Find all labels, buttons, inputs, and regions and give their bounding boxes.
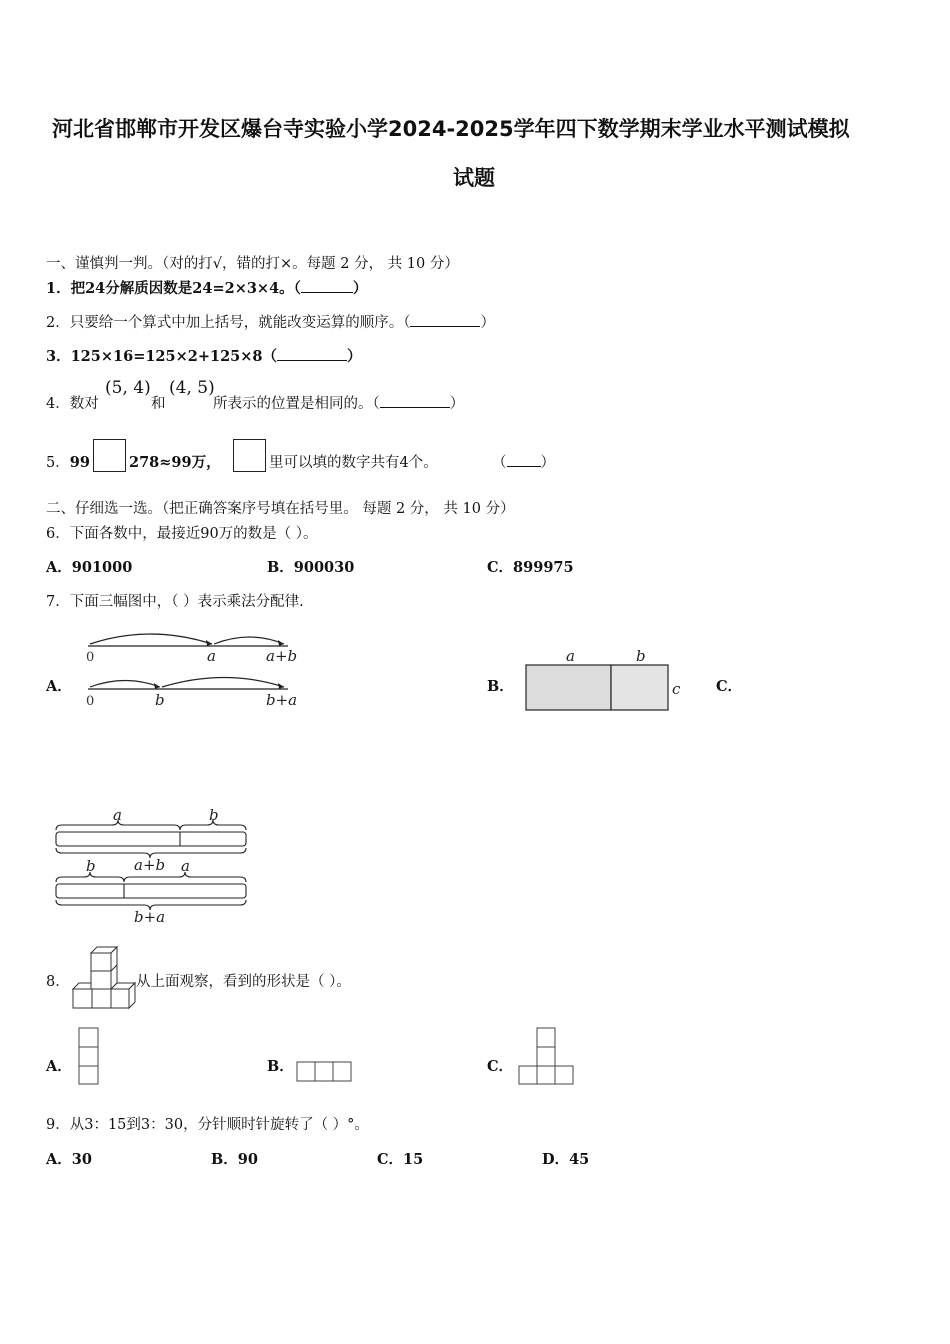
q7-option-c-label[interactable]: C．: [716, 678, 743, 695]
fig-c-b-1: b: [209, 808, 219, 824]
fig-b-a: a: [566, 647, 575, 665]
q6-option-a[interactable]: [46, 556, 132, 577]
fig-c-apb: a+b: [134, 856, 166, 874]
q4-answer-blank[interactable]: [380, 393, 450, 408]
q9-option-a-label: A．: [46, 1151, 72, 1168]
q6-option-b-label: B．: [267, 559, 294, 576]
q8-option-c-label[interactable]: C．: [487, 1058, 514, 1075]
q9-option-c-value: 15: [403, 1151, 424, 1168]
fig-a-zero-2: 0: [86, 694, 95, 709]
q5-answer: [492, 451, 555, 472]
question-2: [46, 311, 495, 332]
arc-0-to-b: [90, 681, 160, 688]
q7-option-b-label[interactable]: B．: [487, 678, 514, 695]
q9-option-a[interactable]: [46, 1148, 92, 1169]
section2-heading: 二、仔细选一选。（把正确答案序号填在括号里。 每题 2 分， 共 10 分）: [46, 501, 515, 517]
question-5: [46, 451, 90, 472]
q2-answer-blank[interactable]: [410, 312, 480, 327]
fig-c-b-2: b: [86, 857, 96, 875]
q5-rest: [269, 451, 438, 472]
rect-a: [526, 665, 611, 710]
question-1: [46, 277, 367, 298]
q2-close: ）: [480, 315, 495, 331]
q1-num: 1．: [46, 280, 71, 297]
q4-close: ）: [449, 396, 465, 412]
q1-close: ）: [352, 280, 368, 297]
section1-heading: 一、谨慎判一判。（对的打√，错的打×。每题 2 分， 共 10 分）: [46, 256, 459, 272]
strip-1: [56, 832, 246, 846]
page-title-line1: 河北省邯郸市开发区爆台寺实验小学2024-2025学年四下数学期末学业水平测试模拟: [52, 117, 850, 141]
q9-option-b-label: B．: [211, 1151, 238, 1168]
q5-num: 5．: [46, 455, 70, 471]
q9-option-a-value: 30: [71, 1151, 92, 1168]
q9-option-b-value: 90: [237, 1151, 258, 1168]
strip-2: [56, 884, 246, 898]
q5-answer-blank[interactable]: [507, 452, 541, 467]
q4-rest: [213, 392, 464, 413]
fig-c-a-1: a: [113, 808, 122, 824]
q2-num: 2．: [46, 315, 70, 331]
fig-a-a: a: [207, 647, 216, 665]
question-6: 6．下面各数中，最接近90万的数是（ ）。: [46, 526, 318, 542]
q4-pair1: (5, 4): [105, 378, 151, 398]
q7-option-a-label[interactable]: A．: [46, 678, 72, 695]
fig-c-a-2: a: [181, 857, 190, 875]
question-3: [46, 345, 362, 366]
q6-option-c[interactable]: [487, 556, 574, 577]
q6-option-a-label: A．: [46, 559, 72, 576]
fig-c-bpa: b+a: [134, 908, 166, 926]
q6-option-c-label: C．: [487, 559, 514, 576]
q4-post: 所表示的位置是相同的。（: [213, 396, 380, 412]
q3-answer-blank[interactable]: [277, 346, 347, 361]
fig-b-c: c: [672, 680, 681, 698]
fig-a-apb: a+b: [266, 647, 298, 665]
q6-option-b-value: 900030: [293, 559, 355, 576]
q5-box-1[interactable]: [93, 439, 126, 472]
q4-mid: 和: [151, 396, 166, 412]
q2-text: 只要给一个算式中加上括号，就能改变运算的顺序。（: [69, 315, 411, 331]
q5-part-a: 99: [69, 454, 90, 471]
q9-option-d-label: D．: [542, 1151, 570, 1168]
q4-num: 4．: [46, 396, 70, 412]
q3-num: 3．: [46, 348, 71, 365]
q6-option-a-value: 901000: [71, 559, 133, 576]
arc-0-to-a: [90, 634, 212, 644]
q8-cube-figure: [70, 944, 140, 1014]
q8-option-b-label[interactable]: B．: [267, 1058, 294, 1075]
q8-option-c-shape: [516, 1026, 576, 1086]
fig-a-zero-1: 0: [86, 650, 95, 665]
page-title-line2: 试题: [453, 166, 495, 190]
q8-option-a-label[interactable]: A．: [46, 1058, 72, 1075]
q7-figure-a: [80, 626, 310, 718]
q5-part-c: 里可以填的数字共有4个。: [269, 455, 438, 471]
q7-figure-c: [50, 808, 255, 928]
q3-text: 125×16=125×2+125×8（: [70, 348, 277, 365]
q9-option-d[interactable]: [542, 1148, 589, 1169]
arc-b-to-bpa: [162, 678, 284, 688]
q8-option-b-shape: [295, 1060, 355, 1084]
q6-option-c-value: 899975: [513, 559, 574, 576]
q5-open: （: [492, 455, 507, 471]
q9-option-c[interactable]: [377, 1148, 423, 1169]
q3-close: ）: [347, 348, 362, 365]
fig-a-b: b: [155, 691, 165, 709]
q1-answer-blank[interactable]: [301, 278, 353, 293]
arc-a-to-apb: [214, 637, 284, 644]
q9-option-d-value: 45: [569, 1151, 590, 1168]
fig-b-b: b: [636, 647, 646, 665]
q8-option-a-shape: [77, 1026, 101, 1086]
q7-figure-b: [520, 646, 690, 716]
q4-pair2: (4, 5): [169, 378, 215, 398]
question-9: 9．从3：15到3：30，分针顺时针旋转了（ ）°。: [46, 1117, 369, 1133]
q1-text: 把24分解质因数是24=2×3×4。（: [70, 280, 301, 297]
q5-box-2[interactable]: [233, 439, 266, 472]
question-7: 7．下面三幅图中，（ ）表示乘法分配律.: [46, 594, 304, 610]
q5-close: ）: [540, 455, 555, 471]
q9-option-c-label: C．: [377, 1151, 404, 1168]
fig-a-bpa: b+a: [266, 691, 298, 709]
q8-text: 从上面观察，看到的形状是（ ）。: [136, 974, 351, 990]
q5-part-b: 278≈99万，: [129, 454, 221, 471]
q8-num: 8．: [46, 974, 70, 990]
q4-pre: 数对: [69, 396, 99, 412]
q9-option-b[interactable]: [211, 1148, 258, 1169]
question-4: [46, 392, 99, 413]
rect-b: [611, 665, 668, 710]
q6-option-b[interactable]: [267, 556, 354, 577]
